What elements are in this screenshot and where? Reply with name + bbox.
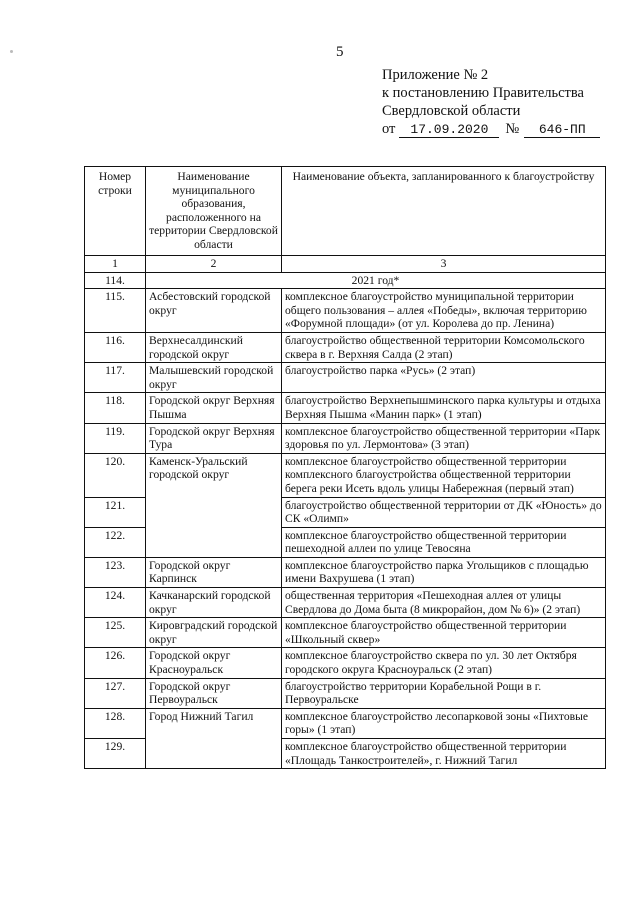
from-label: от: [382, 121, 396, 137]
header-object: Наименование объекта, запланированного к благоустройству: [282, 167, 606, 256]
municipality-cell: Городской округ Первоуральск: [146, 678, 282, 708]
table-row: [85, 363, 606, 393]
number-label: №: [505, 121, 520, 137]
row-number: 129.: [85, 739, 146, 769]
table-row: [85, 708, 606, 738]
row-number: 127.: [85, 678, 146, 708]
column-index: 3: [282, 256, 606, 273]
municipality-cell: Городской округ Красноуральск: [146, 648, 282, 678]
row-number: 118.: [85, 393, 146, 423]
table-row: [85, 453, 606, 497]
decree-number: 646-ПП: [524, 122, 600, 138]
column-index: 1: [85, 256, 146, 273]
table-row: [85, 678, 606, 708]
page-number: 5: [336, 44, 344, 60]
appendix-region: Свердловской области: [382, 103, 521, 119]
object-cell: благоустройство парка «Русь» (2 этап): [282, 363, 606, 393]
object-cell: комплексное благоустройство парка Угольщиков с площадью имени Вахрушева (1 этап): [282, 557, 606, 587]
column-index-row: [85, 256, 606, 273]
municipality-cell: Город Нижний Тагил: [146, 708, 282, 768]
table-row: [85, 557, 606, 587]
table-row: [85, 618, 606, 648]
municipality-cell: Качканарский городской округ: [146, 588, 282, 618]
row-number: 121.: [85, 497, 146, 527]
object-cell: комплексное благоустройство лесопарковой зоны «Пихтовые горы» (1 этап): [282, 708, 606, 738]
municipality-cell: Каменск-Уральский городской округ: [146, 453, 282, 557]
header-row-number: Номер строки: [85, 167, 146, 256]
object-cell: комплексное благоустройство общественной территории «Школьный сквер»: [282, 618, 606, 648]
municipality-cell: Городской округ Верхняя Тура: [146, 423, 282, 453]
object-cell: комплексное благоустройство общественной территории комплексного благоустройства общественной территории берега реки Исеть вдоль улицы Набережная (первый этап): [282, 453, 606, 497]
object-cell: комплексное благоустройство общественной территории «Площадь Танкостроителей», г. Нижний Тагил: [282, 739, 606, 769]
row-number: 120.: [85, 453, 146, 497]
municipality-cell: Кировградский городской округ: [146, 618, 282, 648]
row-number: 122.: [85, 527, 146, 557]
row-number: 119.: [85, 423, 146, 453]
object-cell: благоустройство общественной территории Комсомольского сквера в г. Верхняя Салда (2 этап): [282, 332, 606, 362]
object-cell: комплексное благоустройство муниципальной территории общего пользования – аллея «Победы», включая территорию «Форумной площади» (от ул. Королева до пр. Ленина): [282, 289, 606, 333]
table-row: [85, 289, 606, 333]
row-number: 126.: [85, 648, 146, 678]
object-cell: комплексное благоустройство сквера по ул. 30 лет Октября городского округа Красноуральск (2 этап): [282, 648, 606, 678]
municipality-cell: Верхнесалдинский городской округ: [146, 332, 282, 362]
year-row: [85, 272, 606, 289]
row-number: 123.: [85, 557, 146, 587]
table-header-row: [85, 167, 606, 256]
appendix-title: Приложение № 2: [382, 67, 489, 83]
row-number: 128.: [85, 708, 146, 738]
appendix-date-number: [382, 120, 600, 138]
table-row: [85, 393, 606, 423]
municipality-cell: Городской округ Карпинск: [146, 557, 282, 587]
column-index: 2: [146, 256, 282, 273]
table-row: [85, 332, 606, 362]
municipality-cell: Малышевский городской округ: [146, 363, 282, 393]
row-number: 124.: [85, 588, 146, 618]
row-number: 116.: [85, 332, 146, 362]
objects-table: [84, 166, 606, 769]
header-municipality: Наименование муниципального образования, расположенного на территории Свердловской области: [146, 167, 282, 256]
decree-date: 17.09.2020: [399, 122, 499, 138]
object-cell: общественная территория «Пешеходная аллея от улицы Свердлова до Дома быта (8 микрорайон, дом № 6)» (2 этап): [282, 588, 606, 618]
municipality-cell: Асбестовский городской округ: [146, 289, 282, 333]
appendix-header: [382, 66, 600, 138]
scan-dot: [10, 50, 13, 53]
row-number: 125.: [85, 618, 146, 648]
object-cell: комплексное благоустройство общественной территории пешеходной аллеи по улице Тевосяна: [282, 527, 606, 557]
row-number: 117.: [85, 363, 146, 393]
municipality-cell: Городской округ Верхняя Пышма: [146, 393, 282, 423]
year-label: 2021 год*: [146, 272, 606, 289]
object-cell: комплексное благоустройство общественной территории «Парк здоровья по ул. Лермонтова» (3 этап): [282, 423, 606, 453]
object-cell: благоустройство территории Корабельной Рощи в г. Первоуральске: [282, 678, 606, 708]
appendix-decree-ref: к постановлению Правительства: [382, 85, 584, 101]
object-cell: благоустройство Верхнепышминского парка культуры и отдыха Верхняя Пышма «Манин парк» (1 этап): [282, 393, 606, 423]
row-number: 114.: [85, 272, 146, 289]
table-row: [85, 588, 606, 618]
table-row: [85, 423, 606, 453]
table-row: [85, 648, 606, 678]
object-cell: благоустройство общественной территории от ДК «Юность» до СК «Олимп»: [282, 497, 606, 527]
row-number: 115.: [85, 289, 146, 333]
